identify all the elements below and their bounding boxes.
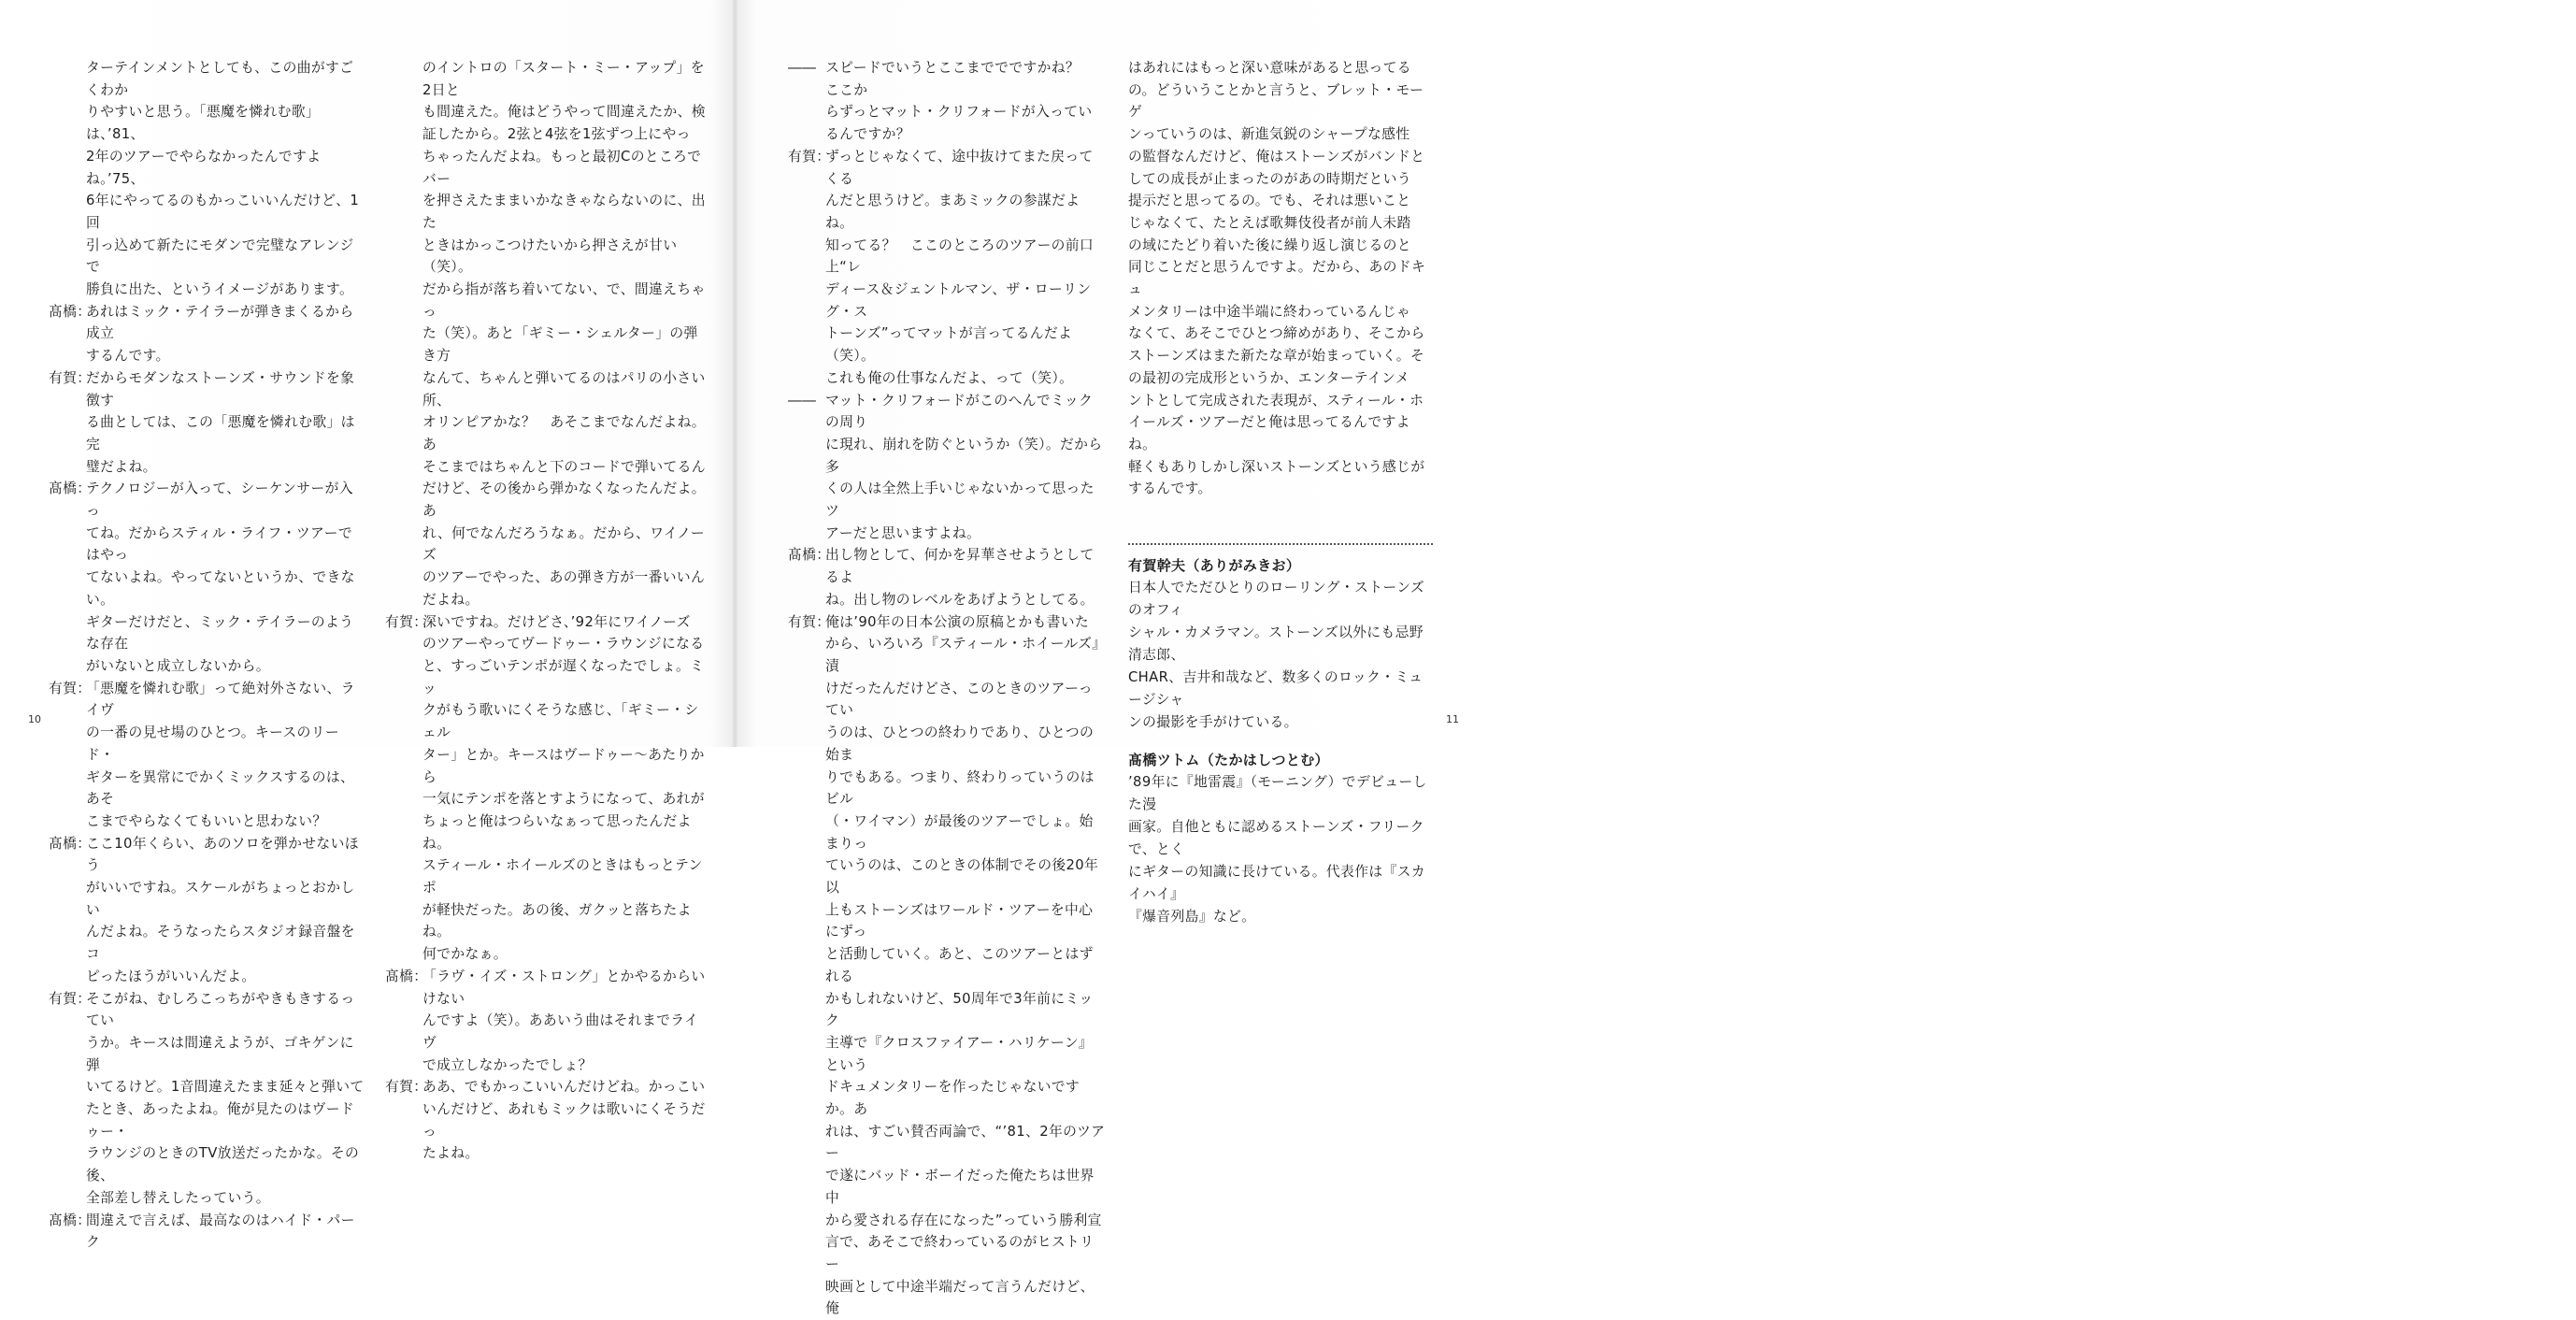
dialogue-turn	[385, 611, 708, 966]
profile-text: 日本人でただひとりのローリング・ストーンズのオフィ シャル・カメラマン。ストーンズ以外にも忌野清志郎、 CHAR、吉井和哉など、数多くのロック・ミュージシャ ンの撮影を手がけている。	[1128, 580, 1425, 731]
speaker-label: 髙橋：	[49, 835, 92, 852]
turn-text: はあれにはもっと深い意味があると思ってる の。どういうことかと言うと、ブレット・モーゲ ンっていうのは、新進気鋭のシャープな感性 の監督なんだけど、俺はストーンズがバンドと しての成長が止まったのがあの時期だという 提示だと思ってるの。でも、それは悪いこと じゃなくて、たとえば歌舞伎役者が前人未踏 の域にたどり着いた後に繰り返し演じるのと 同じことだと思うんですよ。だから、あのドキュ メンタリーは中途半端に終わっているんじゃ なくて、あそこでひとつ締めがあり、そこから ストーンズはまた新たな章が始まっていく。そ の最初の完成形というか、エンターテインメ ントとして完成された表現が、スティール・ホ イールズ・ツアーだと俺は思ってるんですよね。 軽くもありしかし深いストーンズという感じが するんです。	[1128, 60, 1426, 497]
speaker-label: 髙橋：	[49, 1212, 92, 1228]
dialogue-turn	[788, 544, 1106, 610]
interviewer-dash: ――	[788, 392, 817, 409]
right-page-column-2	[1128, 57, 1437, 943]
dialogue-turn	[788, 57, 1106, 146]
dialogue-turn	[1128, 57, 1437, 500]
dialogue-turn	[385, 57, 708, 611]
speaker-label: 有賀：	[49, 369, 92, 386]
profile-name: 髙橋ツトム（たかはしつとむ）	[1128, 752, 1329, 769]
turn-text: あれはミック・テイラーが弾きまくるから成立 するんです。	[86, 303, 354, 365]
dialogue-turn	[788, 146, 1106, 390]
speaker-label: 有賀：	[49, 680, 92, 696]
dialogue-turn	[49, 988, 366, 1210]
turn-text: ああ、でもかっこいいんだけどね。かっこい いんだけど、あれもミックは歌いにくそうだっ たよね。	[422, 1079, 706, 1162]
speaker-label: 髙橋：	[49, 303, 92, 320]
speaker-label: 有賀：	[788, 613, 831, 630]
dialogue-turn	[49, 367, 366, 479]
dialogue-turn	[385, 1076, 708, 1165]
turn-text: ここ10年くらい、あのソロを弾かせないほう がいいですね。スケールがちょっとおかしい んだよね。そうなったらスタジオ録音盤をコ ピったほうがいいんだよ。	[86, 835, 359, 984]
speaker-label: 有賀：	[788, 148, 831, 165]
profile-name: 有賀幹夫（ありがみきお）	[1128, 557, 1301, 575]
turn-text: だからモダンなストーンズ・サウンドを象徴す る曲としては、この「悪魔を憐れむ歌」は完 璧だよね。	[86, 369, 355, 475]
speaker-label: 有賀：	[385, 1079, 428, 1096]
page-number-left: 10	[28, 713, 41, 725]
turn-text: のイントロの「スタート・ミー・アップ」を2日と も間違えた。俺はどうやって間違えたか、検 証したから。2弦と4弦を1弦ずつ上にやっ ちゃったんだよね。もっと最初Cのところでバー を押さえたままいかなきゃならないのに、出た ときはかっこつけたいから押さえが甘い（笑）。 だから指が落ち着いてない、で、間違えちゃっ た（笑）。あと「ギミー・シェルター」の弾き方 なんて、ちゃんと弾いてるのはパリの小さい所、 オリンピアかな？ あそこまでなんだよね。あ そこまではちゃんと下のコードで弾いてるん だけど、その後から弾かなくなったんだよ。あ れ、何でなんだろうなぁ。だから、ワイノーズ のツアーでやった、あの弾き方が一番いいん だよね。	[422, 60, 706, 608]
turn-text: ずっとじゃなくて、途中抜けてまた戻ってくる んだと思うけど。まあミックの参謀だよね。 知ってる？ ここのところのツアーの前口上“レ ディース＆ジェントルマン、ザ・ローリング・ス トーンズ”ってマットが言ってるんだよ（笑）。 これも俺の仕事なんだよ、って（笑）。	[825, 148, 1095, 386]
turn-text: マット・クリフォードがこのへんでミックの周り に現れ、崩れを防ぐというか（笑）。だから多 くの人は全然上手いじゃないかって思ったツ アーだと思いますよね。	[825, 392, 1103, 541]
left-page-column-1	[49, 57, 366, 1254]
turn-text: 「ラヴ・イズ・ストロング」とかやるからいけない んですよ（笑）。ああいう曲はそれまでライヴ で成立しなかったでしょ？	[422, 968, 706, 1073]
profile-ariga	[1128, 554, 1437, 734]
profile-text: ’89年に『地雷震』（モーニング）でデビューした漫 画家。自他ともに認めるストーンズ・フリークで、とく にギターの知識に長けている。代表作は『スカイハイ』 『爆音列島』など。	[1128, 774, 1427, 925]
turn-text: 出し物として、何かを昇華させようとしてるよ ね。出し物のレベルをあげようとしてる。	[825, 547, 1095, 608]
right-page-column-1	[788, 57, 1106, 1320]
page-number-right: 11	[1446, 713, 1459, 725]
dialogue-turn	[49, 478, 366, 677]
speaker-label: 有賀：	[385, 613, 428, 630]
left-page-column-2	[385, 57, 708, 1165]
dialogue-turn	[788, 390, 1106, 545]
turn-text: 俺は’90年の日本公演の原稿とかも書いた から、いろいろ『スティール・ホイールズ』漬 けだったんだけどさ、このときのツアーってい うのは、ひとつの終わりであり、ひとつの始ま りでもある。つまり、終わりっていうのはビル （・ワイマン）が最後のツアーでしょ。始まりっ ていうのは、このときの体制でその後20年以 上もストーンズはワールド・ツアーを中心にずっ と活動していく。あと、このツアーとはずれる かもしれないけど、50周年で3年前にミック 主導で『クロスファイアー・ハリケーン』という ドキュメンタリーを作ったじゃないですか。あ れは、すごい賛否両論で、“’81、2年のツアー で遂にバッド・ボーイだった俺たちは世界中 から愛される存在になった”っていう勝利宣 言で、あそこで終わっているのがヒストリー 映画として中途半端だって言うんだけど、俺	[825, 613, 1106, 1317]
dialogue-turn	[49, 678, 366, 833]
dialogue-turn	[49, 833, 366, 988]
turn-text: スピードでいうとここまででですかね？ ここか らずっとマット・クリフォードが入っているんですか？	[825, 60, 1093, 143]
turn-text: そこがね、むしろこっちがやきもきするってい うか。キースは間違えようが、ゴキゲンに弾 いてるけど。1音間違えたまま延々と弾いて たとき、あったよね。俺が見たのはヴードゥー・ ラウンジのときのTV放送だったかな。その後、 全部差し替えしたっていう。	[86, 990, 365, 1206]
dotted-divider	[1128, 543, 1433, 545]
turn-text: テクノロジーが入って、シーケンサーが入っ てね。だからスティル・ライフ・ツアーではやっ てないよね。やってないというか、できない。 ギターだけだと、ミック・テイラーのような存在 がいないと成立しないから。	[86, 481, 355, 674]
speaker-label: 髙橋：	[49, 481, 92, 497]
dialogue-turn	[788, 611, 1106, 1320]
dialogue-turn	[49, 1210, 366, 1254]
speaker-label: 髙橋：	[385, 968, 428, 984]
turn-text: 間違えで言えば、最高なのはハイド・パーク	[86, 1212, 355, 1251]
speaker-label: 髙橋：	[788, 547, 831, 564]
turn-text: 「悪魔を憐れむ歌」って絶対外さない、ライヴ の一番の見せ場のひとつ。キースのリード・ ギターを異常にでかくミックスするのは、あそ こまでやらなくてもいいと思わない？	[86, 680, 355, 829]
dialogue-turn	[49, 301, 366, 367]
profile-takahashi	[1128, 749, 1437, 928]
turn-text: 深いですね。だけどさ、’92年にワイノーズ のツアーやってヴードゥー・ラウンジになる と、すっごいテンポが遅くなったでしょ。ミッ クがもう歌いにくそうな感じ、「ギミー・シェル ター」とか。キースはヴードゥー～あたりから 一気にテンポを落とすようになって、あれが ちょっと俺はつらいなぁって思ったんだよね。 スティール・ホイールズのときはもっとテンポ が軽快だった。あの後、ガクッと落ちたよね。 何でかなぁ。	[422, 613, 705, 963]
interviewer-dash: ――	[788, 60, 817, 76]
dialogue-turn	[385, 966, 708, 1077]
dialogue-turn	[49, 57, 366, 301]
turn-text: ターテインメントとしても、この曲がすごくわか りやすいと思う。「悪魔を憐れむ歌」は、’81、 2年のツアーでやらなかったんですよね。’75、 6年にやってるのもかっこいいんだけど、1回 引っ込めて新たにモダンで完璧なアレンジで 勝負に出た、というイメージがあります。	[86, 60, 360, 298]
speaker-label: 有賀：	[49, 990, 92, 1007]
